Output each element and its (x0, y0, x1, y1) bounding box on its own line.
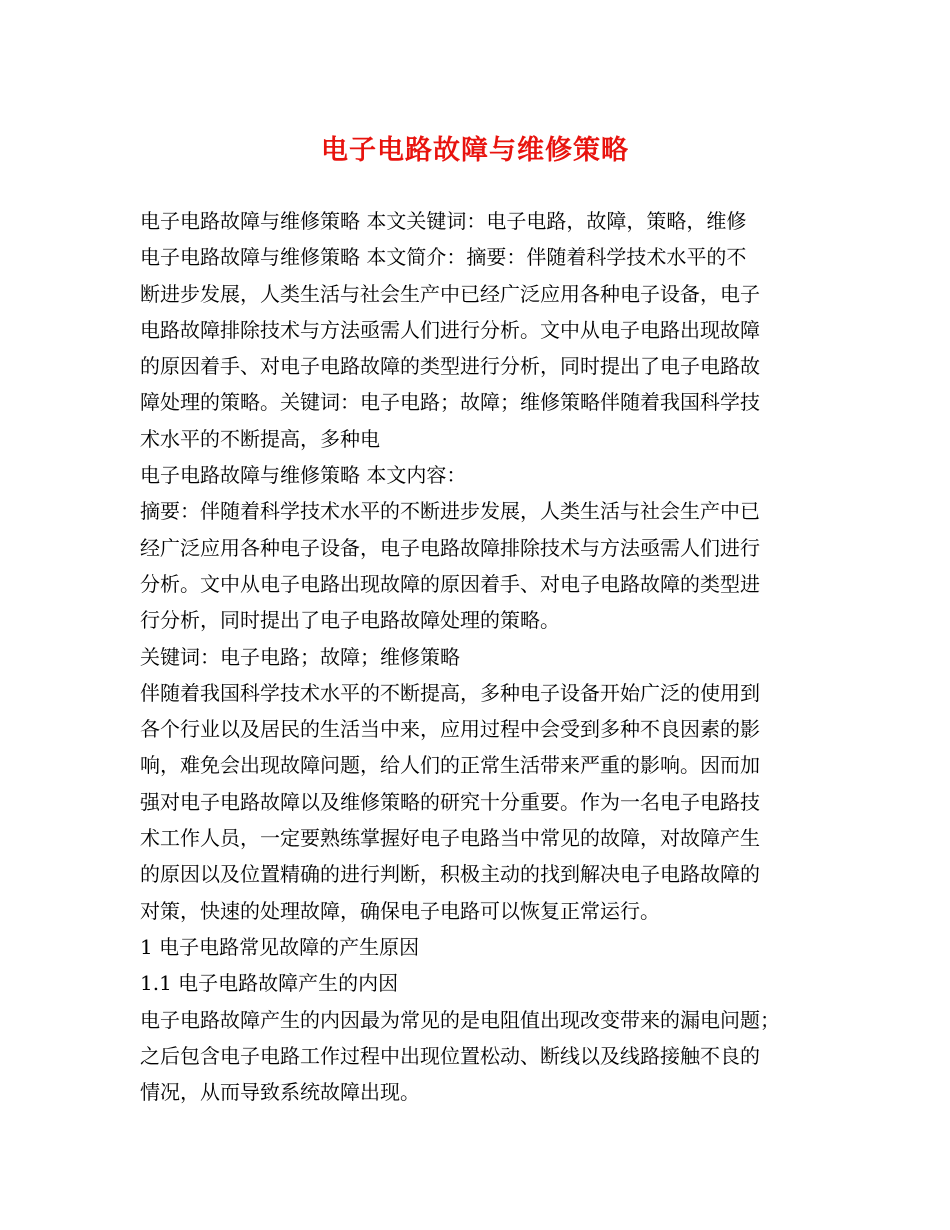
document-body (140, 203, 830, 1110)
text-line: 强对电子电路故障以及维修策略的研究十分重要。作为一名电子电路技 (140, 789, 760, 814)
text-line: 术工作人员，一定要熟练掌握好电子电路当中常见的故障，对故障产生 (140, 826, 760, 851)
text-line: 电子电路故障与维修策略 本文内容： (140, 463, 467, 488)
text-line: 对策，快速的处理故障，确保电子电路可以恢复正常运行。 (140, 898, 660, 923)
subsection-heading: 1.1 电子电路故障产生的内因 (140, 971, 399, 996)
document-title: 电子电路故障与维修策略 (321, 135, 629, 166)
text-line: 的原因以及位置精确的进行判断，积极主动的找到解决电子电路故障的 (140, 862, 760, 887)
text-line: 断进步发展，人类生活与社会生产中已经广泛应用各种电子设备，电子 (140, 281, 760, 306)
text-line: 伴随着我国科学技术水平的不断提高，多种电子设备开始广泛的使用到 (140, 680, 760, 705)
text-line: 电子电路故障与维修策略 本文简介：摘要：伴随着科学技术水平的不 (140, 245, 747, 270)
text-line: 经广泛应用各种电子设备，电子电路故障排除技术与方法亟需人们进行 (140, 535, 760, 560)
text-line: 情况，从而导致系统故障出现。 (140, 1080, 420, 1105)
text-line: 之后包含电子电路工作过程中出现位置松动、断线以及线路接触不良的 (140, 1043, 760, 1068)
text-line: 关键词：电子电路；故障；维修策略 (140, 644, 460, 669)
text-line: 电子电路故障与维修策略 本文关键词：电子电路，故障，策略，维修 (140, 209, 747, 233)
text-line: 行分析，同时提出了电子电路故障处理的策略。 (140, 608, 560, 633)
section-heading: 1 电子电路常见故障的产生原因 (140, 934, 420, 959)
text-line: 障处理的策略。关键词：电子电路；故障；维修策略伴随着我国科学技 (140, 390, 760, 415)
text-line: 电子电路故障产生的内因最为常见的是电阻值出现改变带来的漏电问题； (140, 1007, 780, 1032)
text-line: 各个行业以及居民的生活当中来，应用过程中会受到多种不良因素的影 (140, 717, 760, 742)
text-line: 分析。文中从电子电路出现故障的原因着手、对电子电路故障的类型进 (140, 571, 760, 596)
text-line: 摘要：伴随着科学技术水平的不断进步发展，人类生活与社会生产中已 (140, 499, 760, 524)
text-line: 术水平的不断提高，多种电 (140, 426, 380, 451)
text-line: 的原因着手、对电子电路故障的类型进行分析，同时提出了电子电路故 (140, 354, 760, 379)
text-line: 电路故障排除技术与方法亟需人们进行分析。文中从电子电路出现故障 (140, 317, 760, 342)
text-line: 响，难免会出现故障问题，给人们的正常生活带来严重的影响。因而加 (140, 753, 760, 778)
